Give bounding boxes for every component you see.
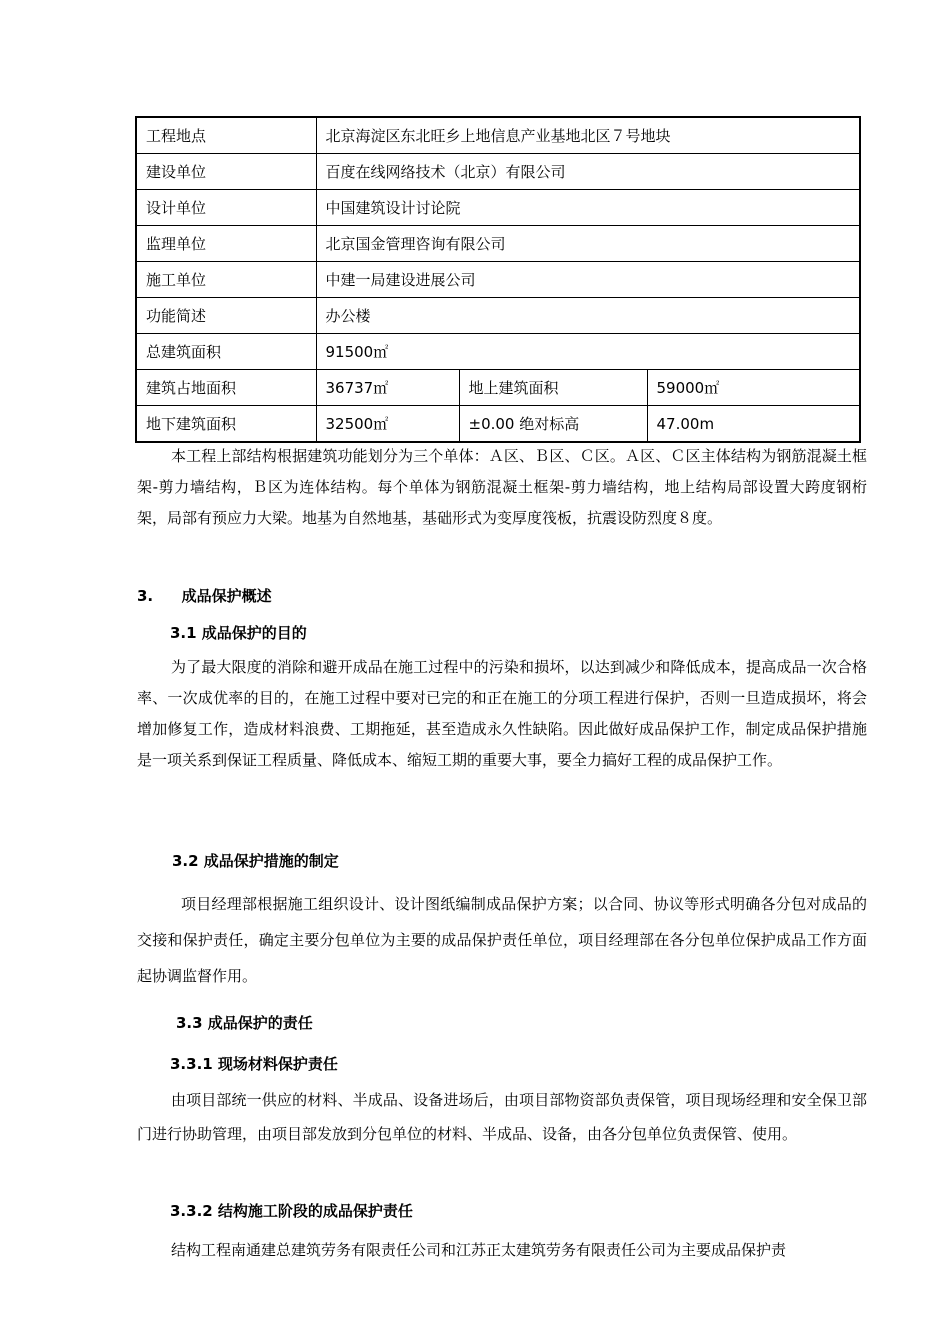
table-row <box>136 226 860 262</box>
table-row <box>136 154 860 190</box>
table-label: 设计单位 <box>136 190 316 226</box>
intro-paragraph: 本工程上部结构根据建筑功能划分为三个单体：Ａ区、Ｂ区、Ｃ区。Ａ区、Ｃ区主体结构为钢筋混凝土框架-剪力墙结构，Ｂ区为连体结构。每个单体为钢筋混凝土框架-剪力墙结构，地上结构局部设置大跨度钢桁架，局部有预应力大梁。地基为自然地基，基础形式为变厚度筏板，抗震设防烈度８度。 <box>137 447 867 527</box>
project-info-table <box>135 116 861 443</box>
table-value: 中国建筑设计讨论院 <box>316 190 860 226</box>
table-label: ±0.00 绝对标高 <box>459 406 647 443</box>
section-3-3-1-heading: 3.3.1 现场材料保护责任 <box>170 1055 338 1073</box>
section-3-1-paragraph: 为了最大限度的消除和避开成品在施工过程中的污染和损坏，以达到减少和降低成本，提高成品一次合格率、一次成优率的目的，在施工过程中要对已完的和正在施工的分项工程进行保护，否则一旦造成损坏，将会增加修复工作，造成材料浪费、工期拖延，甚至造成永久性缺陷。因此做好成品保护工作，制定成品保护措施是一项关系到保证工程质量、降低成本、缩短工期的重要大事，要全力搞好工程的成品保护工作。 <box>137 658 867 769</box>
table-value: 47.00m <box>647 406 860 443</box>
table-row <box>136 117 860 154</box>
table-value: 91500㎡ <box>316 334 860 370</box>
table-value: 北京国金管理咨询有限公司 <box>316 226 860 262</box>
table-row <box>136 190 860 226</box>
table-row <box>136 334 860 370</box>
table-row <box>136 298 860 334</box>
section-3-3-heading: 3.3 成品保护的责任 <box>176 1014 313 1032</box>
section-3-1-heading: 3.1 成品保护的目的 <box>170 624 307 642</box>
table-label: 地下建筑面积 <box>136 406 316 443</box>
section-3-2-heading: 3.2 成品保护措施的制定 <box>172 852 339 870</box>
table-value: 北京海淀区东北旺乡上地信息产业基地北区７号地块 <box>316 117 860 154</box>
table-label: 施工单位 <box>136 262 316 298</box>
table-row <box>136 406 860 443</box>
table-value: 32500㎡ <box>316 406 459 443</box>
section-3-2-paragraph: 项目经理部根据施工组织设计、设计图纸编制成品保护方案；以合同、协议等形式明确各分包对成品的交接和保护责任，确定主要分包单位为主要的成品保护责任单位，项目经理部在各分包单位保护成品工作方面起协调监督作用。 <box>137 895 867 985</box>
table-row <box>136 262 860 298</box>
table-row <box>136 370 860 406</box>
table-label: 建设单位 <box>136 154 316 190</box>
table-label: 工程地点 <box>136 117 316 154</box>
table-value: 中建一局建设进展公司 <box>316 262 860 298</box>
section-3-heading <box>137 585 272 606</box>
table-label: 功能简述 <box>136 298 316 334</box>
section-3-3-2-heading: 3.3.2 结构施工阶段的成品保护责任 <box>170 1202 413 1220</box>
section-3-3-1-paragraph: 由项目部统一供应的材料、半成品、设备进场后，由项目部物资部负责保管，项目现场经理和安全保卫部门进行协助管理，由项目部发放到分包单位的材料、半成品、设备，由各分包单位负责保管、使用。 <box>137 1091 867 1143</box>
table-label: 建筑占地面积 <box>136 370 316 406</box>
section-title: 成品保护概述 <box>181 587 272 605</box>
table-label: 监理单位 <box>136 226 316 262</box>
table-label: 总建筑面积 <box>136 334 316 370</box>
table-label: 地上建筑面积 <box>459 370 647 406</box>
table-value: 36737㎡ <box>316 370 459 406</box>
section-number: 3. <box>137 587 154 605</box>
section-3-3-2-paragraph: 结构工程南通建总建筑劳务有限责任公司和江苏正太建筑劳务有限责任公司为主要成品保护责 <box>171 1241 787 1259</box>
table-value: 办公楼 <box>316 298 860 334</box>
table-value: 59000㎡ <box>647 370 860 406</box>
table-value: 百度在线网络技术（北京）有限公司 <box>316 154 860 190</box>
